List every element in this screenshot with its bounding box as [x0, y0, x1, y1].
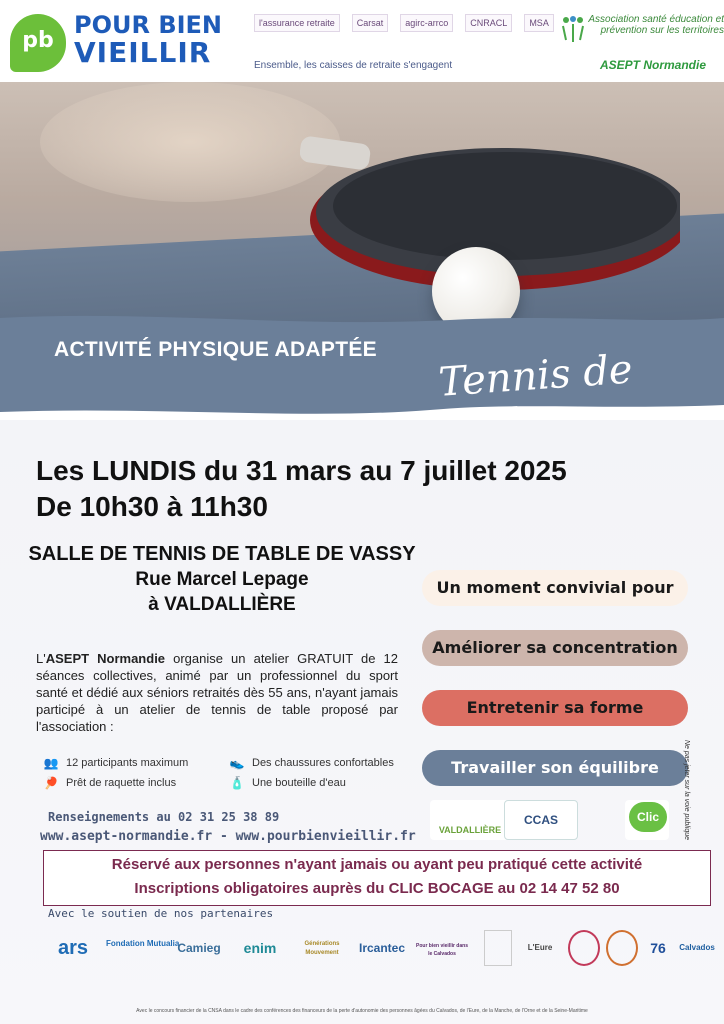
local-partner-logos — [428, 800, 718, 844]
pbv-title-line2: VIEILLIR — [74, 36, 212, 69]
side-note: Ne pas jeter sur la voie publique — [683, 740, 690, 841]
desc-prefix: L' — [36, 651, 46, 666]
notice-registration: Inscriptions obligatoires auprès du CLIC BOCAGE au 02 14 47 52 80 — [134, 880, 620, 897]
pour-bien-vieillir-title — [74, 11, 223, 69]
benefit-pill-fitness: Entretenir sa forme — [422, 690, 688, 726]
hero-photo — [0, 82, 724, 344]
feature-water-label: Une bouteille d'eau — [252, 777, 346, 789]
partner-logo-generations-mouvement: Générations Mouvement — [304, 941, 340, 956]
partner-logo-msa: MSA — [524, 14, 554, 32]
ccas-logo: CCAS — [504, 800, 578, 840]
retirement-funds-logos — [254, 14, 554, 32]
partner-logo-10 — [568, 930, 600, 966]
desc-body: organise un atelier GRATUIT de 12 séances collectives, animé par un professionnel du sport santé et dédié aux séniors retraités dès 55 ans, n'ayant jamais participé à un atelier de tennis de table proposé par l'association : — [36, 651, 398, 734]
partner-logo-cnracl: CNRACL — [465, 14, 512, 32]
partner-logo-enim: enim — [243, 940, 277, 956]
partner-logo-eure: L'Eure — [527, 943, 553, 952]
bottom-partner-logos — [40, 930, 720, 970]
feature-shoes-label: Des chaussures confortables — [252, 757, 394, 769]
venue-name: SALLE DE TENNIS DE TABLE DE VASSY — [28, 543, 416, 565]
partner-logo-mutualia: Fondation Mutualia — [106, 939, 180, 948]
pbv-title-line1: POUR BIEN — [74, 11, 223, 39]
partner-logo-agirc-arrco: agirc-arrco — [400, 14, 453, 32]
registration-notice — [43, 850, 711, 906]
funding-footnote: Avec le concours financier de la CNSA dans le cadre des conférences des financeurs de la perte d'autonomie des personnes âgées du Calvados, de l'Eure, de la Manche, de l'Orne et de la Seine-Maritime — [136, 1008, 588, 1014]
venue — [22, 543, 422, 616]
partner-logo-calvados: Calvados — [679, 943, 715, 952]
water-bottle-icon: 🧴 — [229, 776, 245, 790]
workshop-description — [36, 650, 398, 735]
dates-line: Les LUNDIS du 31 mars au 7 juillet 2025 — [36, 455, 567, 486]
partner-logo-ars: ars — [57, 937, 89, 959]
time-line: De 10h30 à 11h30 — [36, 491, 268, 522]
partner-logo-camieg: Camieg — [177, 941, 221, 955]
clic-bubble: Clic — [629, 802, 667, 832]
feature-participants — [42, 756, 188, 770]
benefit-pill-convivial: Un moment convivial pour — [422, 570, 688, 606]
partner-logo-seine-maritime: 76 — [650, 940, 666, 956]
partner-logo-assurance-retraite: l'assurance retraite — [254, 14, 340, 32]
partner-logo-pbv-calvados: Pour bien vieillir dans le Calvados — [416, 943, 468, 957]
feature-participants-label: 12 participants maximum — [66, 757, 189, 769]
hero-background-blur — [40, 82, 340, 202]
partner-logo-carsat: Carsat — [352, 14, 389, 32]
group-icon: 👥 — [43, 756, 59, 770]
tagline: Ensemble, les caisses de retraite s'engagent — [254, 60, 453, 71]
support-label: Avec le soutien de nos partenaires — [48, 907, 274, 920]
activity-script-title: Tennis de — [437, 346, 634, 406]
desc-org: ASEPT Normandie — [45, 651, 166, 666]
clic-logo — [625, 800, 669, 840]
feature-water — [228, 776, 346, 790]
venue-town: à VALDALLIÈRE — [148, 594, 296, 615]
feature-shoes — [228, 756, 394, 770]
racket-icon: 🏓 — [43, 776, 59, 790]
pour-bien-vieillir-logo: pb — [10, 14, 66, 72]
valdalliere-logo: VALDALLIÈRE — [430, 800, 510, 840]
partner-logo-11 — [606, 930, 638, 966]
feature-racket — [42, 776, 176, 790]
partner-logo-8 — [484, 930, 512, 966]
phone-info: Renseignements au 02 31 25 38 89 — [48, 810, 280, 824]
asept-name: ASEPT Normandie — [600, 58, 707, 72]
notice-eligibility: Réservé aux personnes n'ayant jamais ou ayant peu pratiqué cette activité — [111, 856, 643, 873]
activity-title: ACTIVITÉ PHYSIQUE ADAPTÉE — [54, 338, 377, 361]
header — [0, 0, 724, 82]
feature-racket-label: Prêt de raquette inclus — [66, 777, 177, 789]
partner-logo-ircantec: Ircantec — [358, 941, 406, 955]
shoe-icon: 👟 — [229, 756, 245, 770]
venue-street: Rue Marcel Lepage — [135, 569, 309, 590]
websites-link[interactable]: www.asept-normandie.fr - www.pourbienvieillir.fr — [40, 829, 416, 844]
asept-description: Association santé éducation et prévention sur les territoires — [588, 14, 724, 36]
benefit-pill-balance: Travailler son équilibre — [422, 750, 688, 786]
benefit-pill-concentration: Améliorer sa concentration — [422, 630, 688, 666]
people-icon — [560, 14, 586, 48]
